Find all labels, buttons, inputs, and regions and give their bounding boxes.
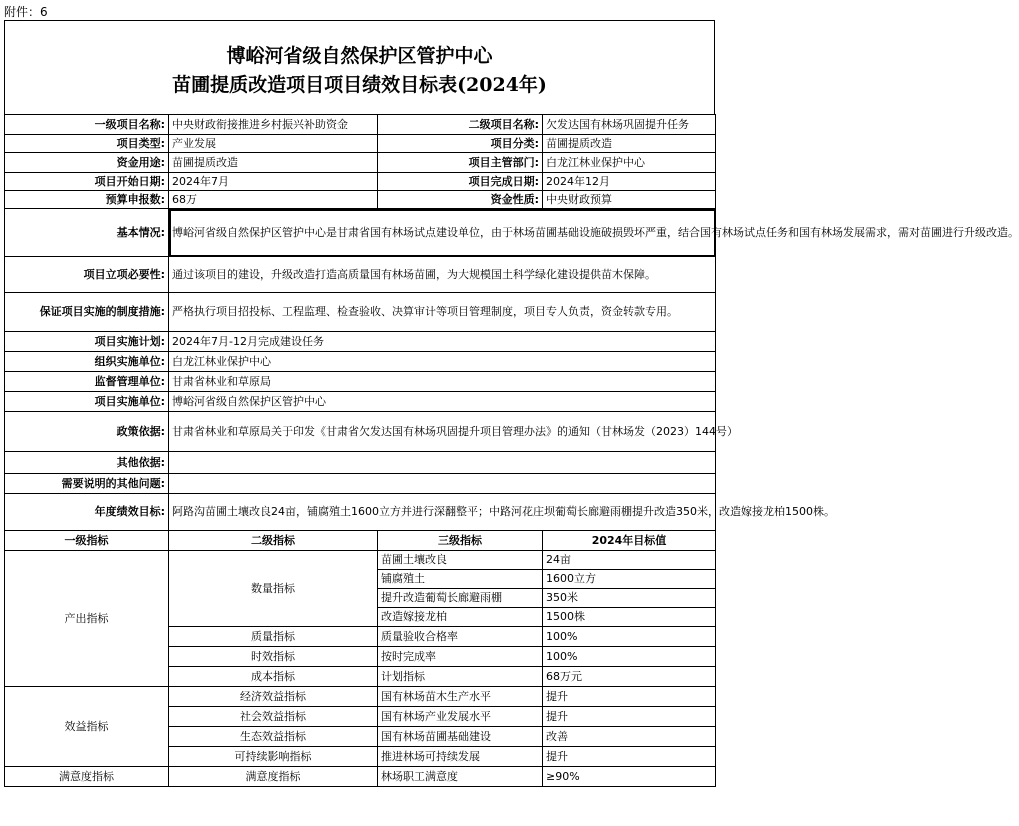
page-subtitle: 苗圃提质改造项目项目绩效目标表(2024年) xyxy=(172,74,547,96)
annual-target-value: 阿路沟苗圃土壤改良24亩，铺腐殖土1600立方并进行深翻整平；中路河花庄坝葡萄长廊避雨棚提升改造350米，改造嫁接龙柏1500株。 xyxy=(169,494,716,531)
timeliness-indicator-name: 按时完成率 xyxy=(378,647,543,667)
header-level2: 二级指标 xyxy=(169,531,378,551)
project-class-value: 苗圃提质改造 xyxy=(543,135,716,153)
quality-indicator-label: 质量指标 xyxy=(169,627,378,647)
implementation-plan-label: 项目实施计划: xyxy=(5,332,169,352)
fund-use-value: 苗圃提质改造 xyxy=(169,153,378,173)
quantity-item-name: 改造嫁接龙柏 xyxy=(378,608,543,627)
performance-table xyxy=(4,114,1019,787)
benefit-level2: 社会效益指标 xyxy=(169,707,378,727)
other-issues-label: 需要说明的其他问题: xyxy=(5,474,169,494)
fund-nature-value: 中央财政预算 xyxy=(543,191,716,209)
benefit-target: 提升 xyxy=(543,707,716,727)
quantity-item-value: 1600立方 xyxy=(543,570,716,589)
supervising-dept-value: 白龙江林业保护中心 xyxy=(543,153,716,173)
benefit-level2: 经济效益指标 xyxy=(169,687,378,707)
benefit-target: 提升 xyxy=(543,747,716,767)
quantity-indicator-label: 数量指标 xyxy=(169,551,378,627)
policy-basis-label: 政策依据: xyxy=(5,412,169,452)
supervising-dept-label: 项目主管部门: xyxy=(378,153,543,173)
end-date-label: 项目完成日期: xyxy=(378,173,543,191)
header-level1: 一级指标 xyxy=(5,531,169,551)
policy-basis-value: 甘肃省林业和草原局关于印发《甘肃省欠发达国有林场巩固提升项目管理办法》的通知（甘林场发（2023）144号） xyxy=(169,412,716,452)
start-date-value: 2024年7月 xyxy=(169,173,378,191)
benefit-level3: 推进林场可持续发展 xyxy=(378,747,543,767)
quantity-item-value: 24亩 xyxy=(543,551,716,570)
output-indicator-label: 产出指标 xyxy=(5,551,169,687)
system-measures-label: 保证项目实施的制度措施: xyxy=(5,293,169,332)
supervision-unit-label: 监督管理单位: xyxy=(5,372,169,392)
satisfaction-target: ≥90% xyxy=(543,767,716,787)
organizing-unit-label: 组织实施单位: xyxy=(5,352,169,372)
budget-value: 68万 xyxy=(169,191,378,209)
organizing-unit-value: 白龙江林业保护中心 xyxy=(169,352,716,372)
satisfaction-level3: 林场职工满意度 xyxy=(378,767,543,787)
benefit-target: 提升 xyxy=(543,687,716,707)
fund-nature-label: 资金性质: xyxy=(378,191,543,209)
quality-indicator-value: 100% xyxy=(543,627,716,647)
annual-target-label: 年度绩效目标: xyxy=(5,494,169,531)
level1-project-name-value: 中央财政衔接推进乡村振兴补助资金 xyxy=(169,115,378,135)
header-level3: 三级指标 xyxy=(378,531,543,551)
project-type-label: 项目类型: xyxy=(5,135,169,153)
budget-label: 预算申报数: xyxy=(5,191,169,209)
benefit-target: 改善 xyxy=(543,727,716,747)
benefit-indicator-label: 效益指标 xyxy=(5,687,169,767)
cost-indicator-label: 成本指标 xyxy=(169,667,378,687)
implementing-unit-value: 博峪河省级自然保护区管护中心 xyxy=(169,392,716,412)
necessity-value: 通过该项目的建设，升级改造打造高质量国有林场苗圃，为大规模国土科学绿化建设提供苗木保障。 xyxy=(169,257,716,293)
implementation-plan-value: 2024年7月-12月完成建设任务 xyxy=(169,332,716,352)
quantity-item-value: 1500株 xyxy=(543,608,716,627)
level2-project-name-label: 二级项目名称: xyxy=(378,115,543,135)
benefit-level3: 国有林场苗圃基础建设 xyxy=(378,727,543,747)
satisfaction-level1: 满意度指标 xyxy=(5,767,169,787)
other-issues-value xyxy=(169,474,716,494)
project-type-value: 产业发展 xyxy=(169,135,378,153)
level2-project-name-value: 欠发达国有林场巩固提升任务 xyxy=(543,115,716,135)
page-title: 博峪河省级自然保护区管护中心 xyxy=(226,45,493,67)
cost-indicator-name: 计划指标 xyxy=(378,667,543,687)
system-measures-value: 严格执行项目招投标、工程监理、检查验收、决算审计等项目管理制度，项目专人负责，资金转款专用。 xyxy=(169,293,716,332)
end-date-value: 2024年12月 xyxy=(543,173,716,191)
header-target: 2024年目标值 xyxy=(543,531,716,551)
basic-info-label: 基本情况: xyxy=(5,209,169,257)
quantity-item-name: 提升改造葡萄长廊避雨棚 xyxy=(378,589,543,608)
start-date-label: 项目开始日期: xyxy=(5,173,169,191)
quantity-item-value: 350米 xyxy=(543,589,716,608)
quantity-item-name: 苗圃土壤改良 xyxy=(378,551,543,570)
necessity-label: 项目立项必要性: xyxy=(5,257,169,293)
benefit-level2: 可持续影响指标 xyxy=(169,747,378,767)
quality-indicator-name: 质量验收合格率 xyxy=(378,627,543,647)
implementing-unit-label: 项目实施单位: xyxy=(5,392,169,412)
other-basis-value xyxy=(169,452,716,474)
benefit-level2: 生态效益指标 xyxy=(169,727,378,747)
attachment-label: 附件：6 xyxy=(4,5,48,19)
timeliness-indicator-label: 时效指标 xyxy=(169,647,378,667)
cost-indicator-value: 68万元 xyxy=(543,667,716,687)
benefit-level3: 国有林场苗木生产水平 xyxy=(378,687,543,707)
other-basis-label: 其他依据: xyxy=(5,452,169,474)
supervision-unit-value: 甘肃省林业和草原局 xyxy=(169,372,716,392)
timeliness-indicator-value: 100% xyxy=(543,647,716,667)
basic-info-value[interactable]: 博峪河省级自然保护区管护中心是甘肃省国有林场试点建设单位，由于林场苗圃基础设施破损毁坏严重，结合国有林场试点任务和国有林场发展需求，需对苗圃进行升级改造。 xyxy=(169,209,716,257)
quantity-item-name: 铺腐殖土 xyxy=(378,570,543,589)
fund-use-label: 资金用途: xyxy=(5,153,169,173)
title-area xyxy=(4,20,715,114)
level1-project-name-label: 一级项目名称: xyxy=(5,115,169,135)
satisfaction-level2: 满意度指标 xyxy=(169,767,378,787)
project-class-label: 项目分类: xyxy=(378,135,543,153)
benefit-level3: 国有林场产业发展水平 xyxy=(378,707,543,727)
